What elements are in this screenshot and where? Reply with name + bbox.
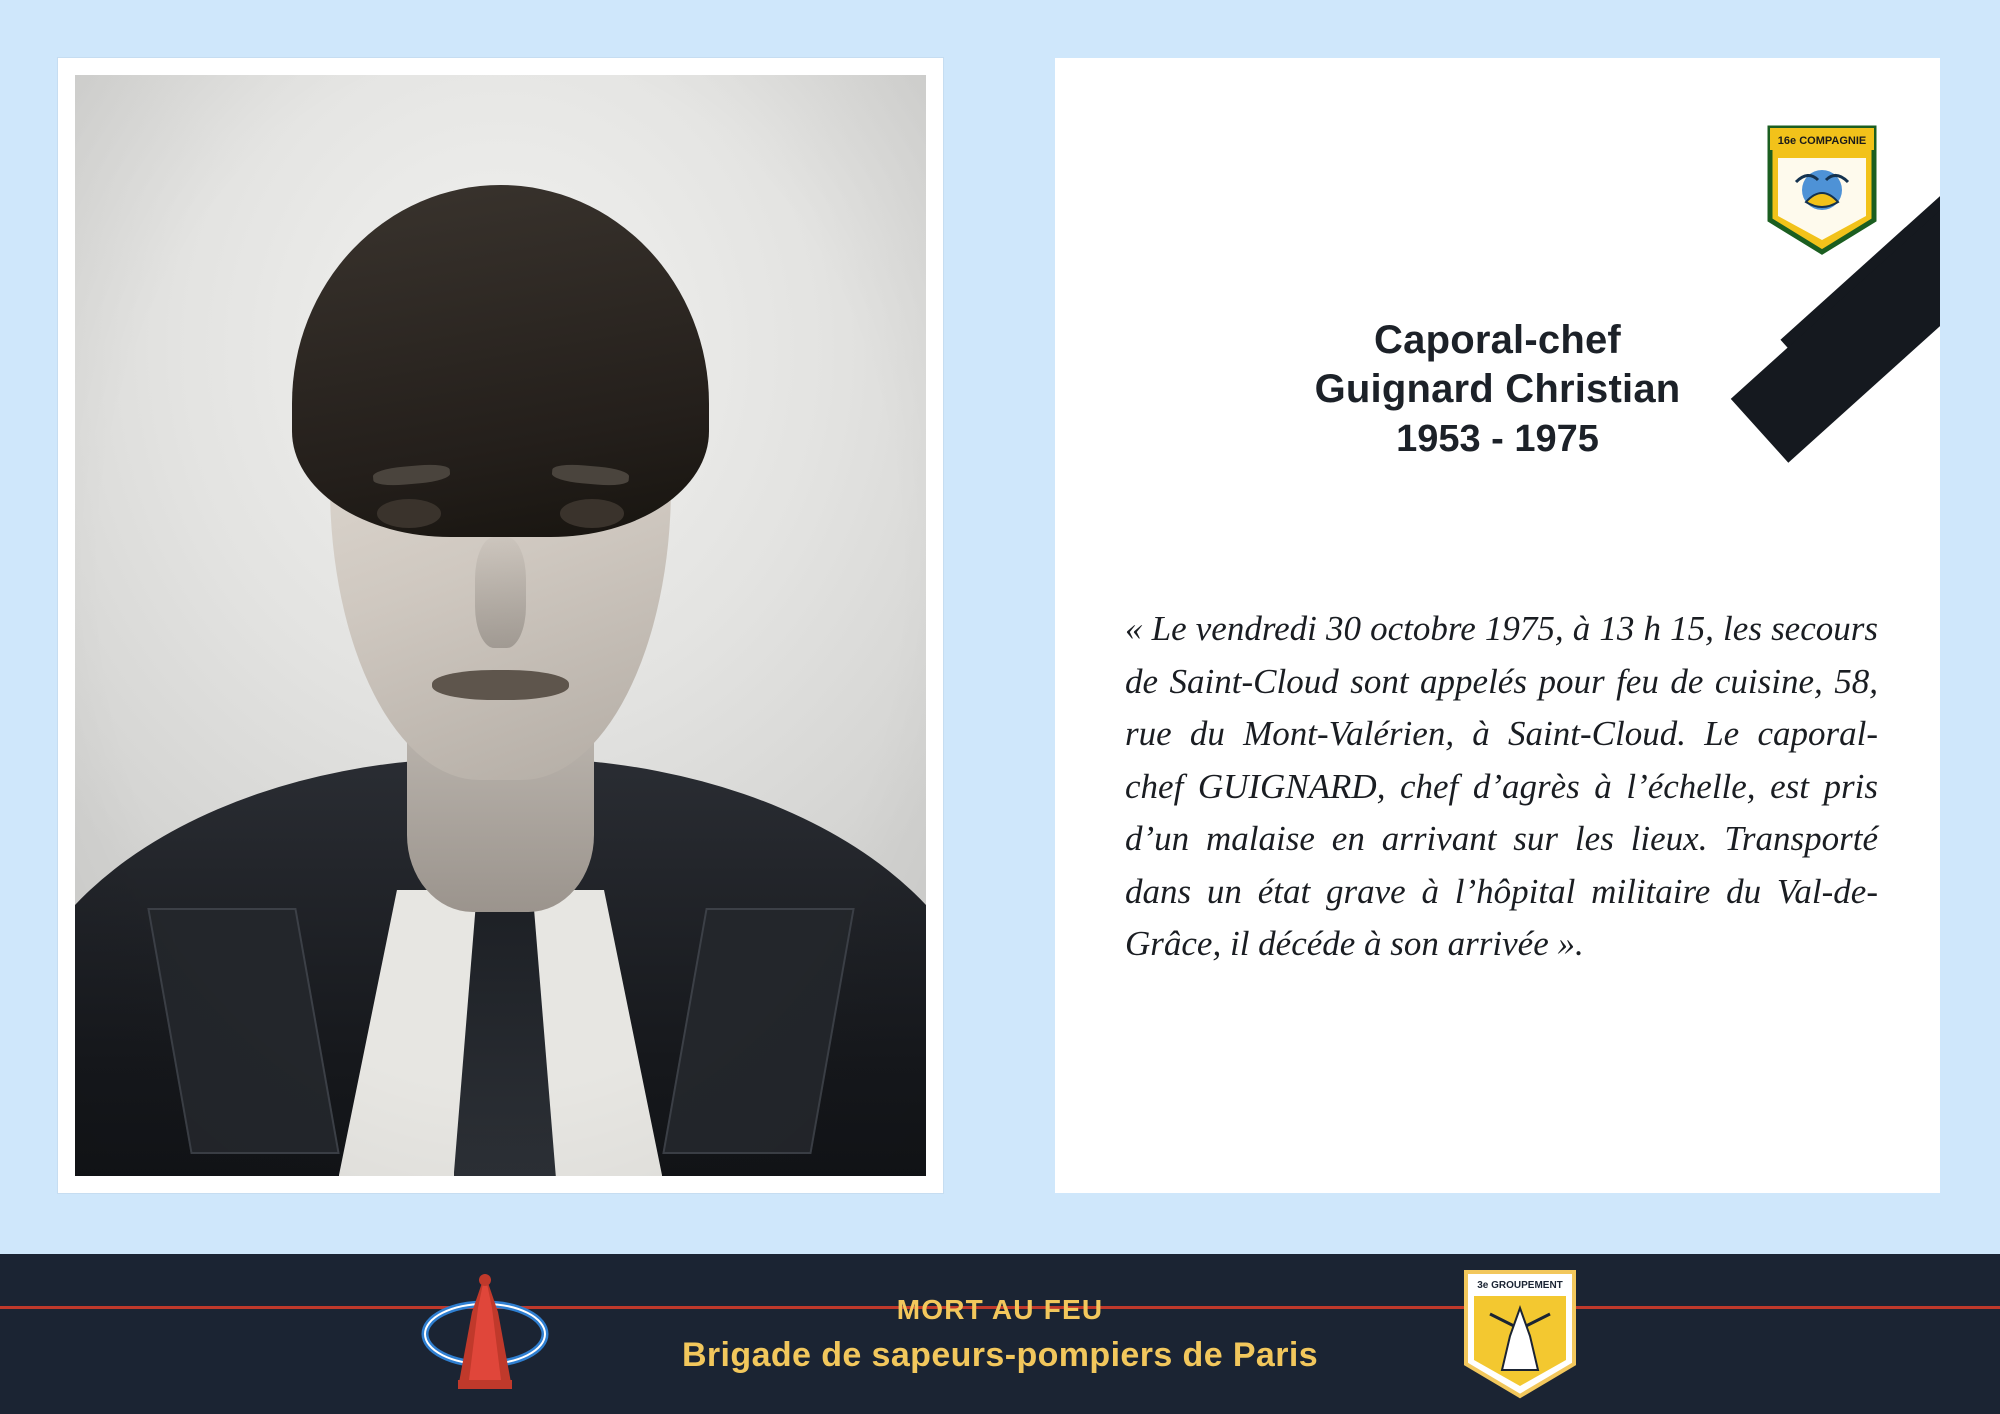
company-crest-label: 16e COMPAGNIE xyxy=(1777,135,1867,147)
group-badge-label: 3e GROUPEMENT xyxy=(1477,1280,1563,1291)
footer-text-block xyxy=(0,1254,2000,1414)
life-years: 1953 - 1975 xyxy=(1396,417,1599,460)
footer-subtitle: Brigade de sapeurs-pompiers de Paris xyxy=(681,1335,1319,1374)
portrait-photo xyxy=(75,75,926,1176)
rank-title: Caporal-chef xyxy=(1374,318,1621,362)
portrait-frame xyxy=(75,75,926,1176)
citation-text: « Le vendredi 30 octobre 1975, à 13 h 15, les secours de Saint-Cloud sont appelés pour feu de cuisine, 58, rue du Mont-Valérien, à Saint-Cloud. Le caporal-chef GUIGNARD, chef d’agrès à l’échelle, est pris d’un malaise en arrivant sur les lieux. Transporté dans un état grave à l’hôpital militaire du Val-de-Grâce, il décéde à son arrivée ». xyxy=(1125,609,1878,963)
company-crest-icon xyxy=(1766,124,1878,256)
bspp-logo-icon xyxy=(420,1268,550,1400)
footer-bar xyxy=(0,1254,2000,1414)
portrait-card xyxy=(58,58,943,1193)
footer-headline: MORT AU FEU xyxy=(896,1293,1104,1325)
text-card xyxy=(1055,58,1940,1193)
photo-vignette xyxy=(75,75,926,1176)
full-name: Guignard Christian xyxy=(1314,366,1681,411)
group-badge-icon xyxy=(1460,1266,1580,1402)
